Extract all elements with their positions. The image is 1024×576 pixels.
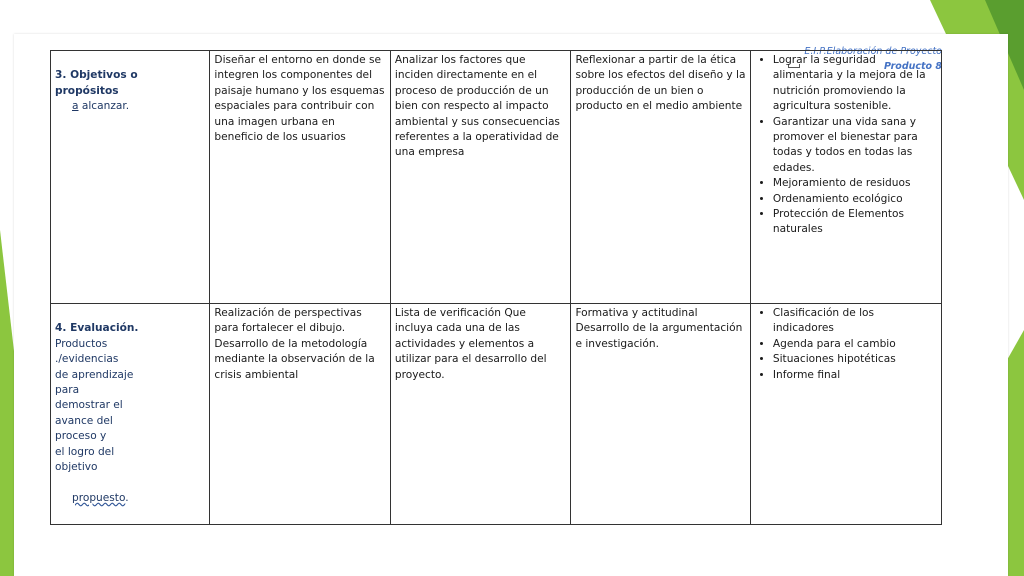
- objectives-col3-cell: [390, 51, 571, 304]
- label-cell-evaluation: [51, 304, 210, 525]
- evaluation-col2-cell: [210, 304, 391, 525]
- list-item: • Lograr la seguridad alimentaria y la mejora de la nutrición promoviendo la agricultura sostenible.: [773, 53, 937, 115]
- evaluation-last-word: propuesto: [72, 491, 126, 504]
- list-item: • Protección de Elementos naturales: [773, 207, 937, 238]
- header-line-1: E.I.P.Elaboración de Proyecto: [804, 46, 942, 57]
- evaluation-col4-text: Formativa y actitudinal Desarrollo de la argumentación e investigación.: [575, 307, 743, 350]
- objectives-title: 3. Objetivos o propósitos: [55, 69, 138, 97]
- objectives-col3-text: Analizar los factores que inciden directamente en el proceso de producción de un bien con respecto al impacto ambiental y sus consecuencias referentes a la operatividad de una empresa: [394, 54, 560, 159]
- table-row-evaluation: [51, 304, 942, 525]
- list-item: • Mejoramiento de residuos: [773, 176, 937, 191]
- project-table: [50, 50, 942, 525]
- evaluation-bullet-list: [755, 306, 937, 383]
- list-item: • Agenda para el cambio: [773, 337, 937, 352]
- evaluation-col2-text: Realización de perspectivas para fortalecer el dibujo. Desarrollo de la metodología mediante la observación de la crisis ambiental: [214, 307, 375, 381]
- evaluation-col3-cell: [390, 304, 571, 525]
- evaluation-last-suffix: .: [125, 491, 129, 504]
- evaluation-body: Productos ./evidencias de aprendizaje para demostrar el avance del proceso y el logro del objetivo: [55, 337, 134, 474]
- objectives-sub-rest: alcanzar.: [78, 100, 130, 113]
- list-item: • Situaciones hipotéticas: [773, 352, 937, 367]
- header-line-2: Producto 8: [883, 61, 942, 72]
- list-item: • Ordenamiento ecológico: [773, 192, 937, 207]
- evaluation-col3-text: Lista de verificación Que incluya cada una de las actividades y elementos a utilizar para el desarrollo del proyecto.: [394, 307, 547, 381]
- objectives-col4-cell: [571, 51, 750, 304]
- objectives-col4-text: Reflexionar a partir de la ética sobre los efectos del diseño y la producción de un bien o producto en el medio ambiente: [575, 54, 746, 113]
- list-item: • Garantizar una vida sana y promover el bienestar para todas y todos en todas las edades.: [773, 115, 937, 177]
- evaluation-col5-cell: [750, 304, 941, 525]
- objectives-sub-prefix: a: [72, 100, 79, 113]
- evaluation-title: 4. Evaluación.: [55, 322, 139, 335]
- evaluation-col4-cell: [571, 304, 750, 525]
- objectives-col2-cell: [210, 51, 391, 304]
- objectives-bullet-list: [755, 53, 937, 238]
- objectives-col5-cell: [750, 51, 941, 304]
- table-row-objectives: [51, 51, 942, 304]
- label-cell-objectives: [51, 51, 210, 304]
- objectives-col2-text: Diseñar el entorno en donde se integren los componentes del paisaje humano y los esquemas espaciales para contribuir con una imagen urbana en beneficio de los usuarios: [214, 54, 385, 144]
- list-item: • Clasificación de los indicadores: [773, 306, 937, 337]
- list-item: • Informe final: [773, 368, 937, 383]
